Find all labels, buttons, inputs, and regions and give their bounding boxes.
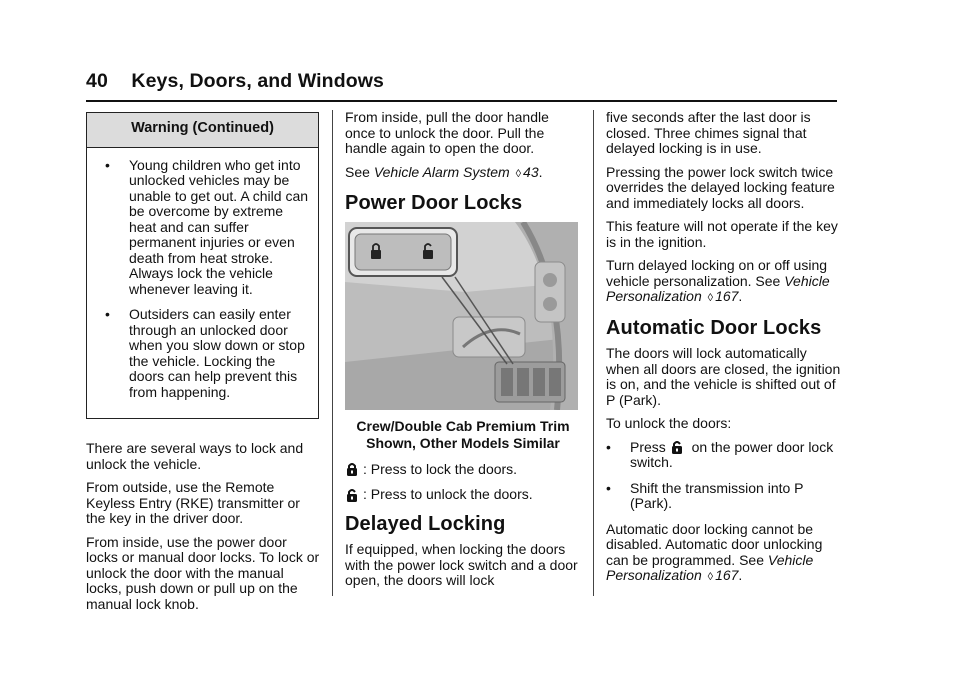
bullet-dot: • — [105, 156, 110, 173]
chapter-title: Keys, Doors, and Windows — [131, 70, 384, 92]
warning-bullet-1 — [95, 158, 310, 298]
lock-description — [345, 462, 581, 478]
paragraph-with-reference — [606, 522, 842, 586]
warning-bullet-text: Outsiders can easily enter through an unlocked door when you slow down or stop the vehicle. Locking the doors can help prevent this from happening. — [129, 306, 305, 400]
column-divider — [332, 110, 333, 596]
period: . — [738, 567, 743, 583]
see-reference — [345, 165, 581, 183]
warning-title: Warning (Continued) — [87, 113, 318, 148]
xref-page: 167 — [715, 567, 739, 583]
section-heading-delayed-locking: Delayed Locking — [345, 512, 506, 535]
paragraph-with-reference — [606, 258, 842, 307]
page-ref-icon: ◊ — [515, 167, 522, 180]
period: . — [738, 288, 743, 304]
warning-bullet-text: Young children who get into unlocked vehicles may be unable to get out. A child can be overcome by extreme heat and can suffer permanent injuries or even death from heat stroke. Always lock the vehicle whenever leaving it. — [129, 156, 309, 297]
paragraph: This feature will not operate if the key is in the ignition. — [606, 218, 838, 250]
paragraph-text: Automatic door locking cannot be disabled. Automatic door unlocking can be programmed. See — [606, 520, 823, 568]
list-item-text: Shift the transmission into P (Park). — [630, 479, 804, 511]
paragraph: five seconds after the last door is closed. Three chimes signal that delayed locking is in use. — [606, 109, 811, 156]
lock-icon — [345, 462, 359, 476]
page-ref-icon: ◊ — [707, 571, 714, 583]
bullet-dot: • — [606, 438, 611, 455]
page-ref-icon: ◊ — [707, 292, 714, 304]
section-heading-power-door-locks: Power Door Locks — [345, 192, 523, 214]
door-lock-switch-illustration — [345, 222, 578, 410]
xref-page: 167 — [715, 288, 739, 304]
paragraph: From outside, use the Remote Keyless Entry (RKE) transmitter or the key in the driver door. — [86, 479, 300, 526]
page-header — [86, 70, 384, 93]
see-prefix: See — [345, 163, 370, 180]
paragraph: To unlock the doors: — [606, 415, 732, 431]
cross-reference-link[interactable] — [374, 164, 539, 180]
paragraph: From inside, use the power door locks or manual door locks. To lock or unlock the door with the manual locks, push down or pull up on the manual lock knob. — [86, 533, 320, 612]
column-1 — [86, 110, 322, 620]
page-number: 40 — [86, 70, 108, 92]
period: . — [538, 163, 543, 180]
door-panel-illustration — [345, 222, 578, 410]
column-2 — [345, 110, 581, 597]
xref-page: 43 — [523, 163, 539, 180]
list-item — [606, 481, 842, 512]
paragraph: From inside, pull the door handle once to unlock the door. Pull the handle again to open the door. — [345, 109, 549, 156]
xref-text: Vehicle Alarm System — [373, 163, 510, 180]
lock-description-text: : Press to lock the doors. — [363, 460, 518, 477]
list-item — [606, 440, 842, 471]
header-rule — [86, 100, 837, 102]
bullet-dot: • — [606, 479, 611, 496]
unlock-description — [345, 487, 581, 503]
bullet-dot: • — [105, 306, 110, 322]
warning-body — [87, 148, 318, 419]
warning-box — [86, 112, 319, 419]
list-text-post: on the power door lock switch. — [630, 438, 834, 470]
paragraph: If equipped, when locking the doors with the power lock switch and a door open, the doors will lock — [345, 541, 578, 588]
unlock-icon — [345, 488, 359, 502]
figure-caption: Crew/Double Cab Premium Trim Shown, Other Models Similar — [356, 417, 570, 451]
column-3 — [606, 110, 842, 594]
warning-bullet-2 — [95, 307, 310, 400]
column-divider — [593, 110, 594, 596]
xref-text: Vehicle Personalization — [606, 272, 830, 304]
unlock-description-text: : Press to unlock the doors. — [363, 486, 533, 502]
list-text-pre: Press — [630, 438, 666, 455]
paragraph: The doors will lock automatically when all doors are closed, the ignition is on, and the vehicle is shifted out of P (Park). — [606, 345, 841, 408]
paragraph: Pressing the power lock switch twice overrides the delayed locking feature and immediately locks all doors. — [606, 163, 835, 211]
list-item-text — [630, 440, 842, 471]
paragraph: There are several ways to lock and unlock the vehicle. — [86, 440, 304, 472]
xref-text: Vehicle Personalization — [606, 551, 814, 583]
paragraph-text: Turn delayed locking on or off using vehicle personalization. See — [606, 257, 828, 289]
unlock-icon — [670, 440, 684, 454]
section-heading-automatic-door-locks: Automatic Door Locks — [606, 316, 822, 339]
